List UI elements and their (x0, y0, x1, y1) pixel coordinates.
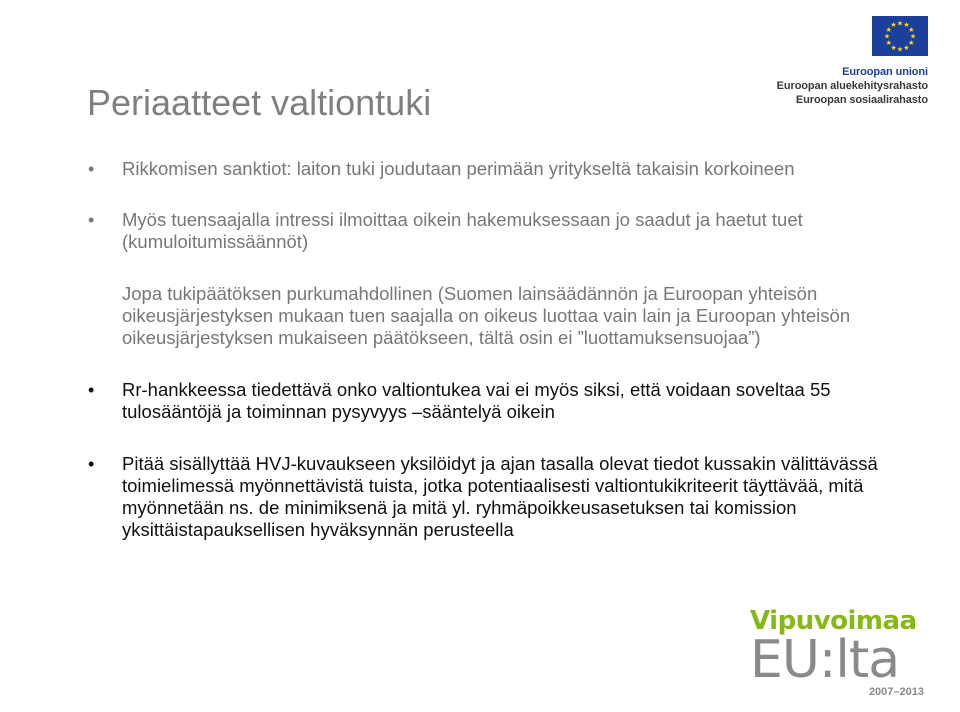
eu-star-icon: ★ (908, 40, 915, 47)
bullet-item (88, 158, 878, 180)
eu-flag-icon (872, 16, 928, 56)
bullet-item (88, 379, 878, 423)
bullet-text: Rr-hankkeessa tiedettävä onko valtiontukea vai ei myös siksi, että voidaan soveltaa 55 tulosääntöjä ja toiminnan pysyvyys –sääntelyä oikein (122, 379, 831, 422)
eu-star-icon: ★ (896, 20, 904, 28)
eu-star-icon: ★ (903, 44, 910, 52)
bullet-list (88, 158, 878, 569)
eu-star-icon: ★ (885, 27, 892, 34)
bullet-text: Pitää sisällyttää HVJ-kuvaukseen yksilöidyt ja ajan tasalla olevat tiedot kussakin välittävässä toimielimessä myönnettävistä tuista, jotka potentiaalisesti valtiontukikriteerit täyttävää, mitä myönnetään ns. de minimiksenä ja mitä yl. ryhmäpoikkeusasetuksen tai komission yksittäistapauksellisen hyväksynnän perusteella (122, 453, 878, 540)
eu-star-icon: ★ (896, 46, 904, 54)
slide-title: Periaatteet valtiontuki (87, 82, 432, 123)
bullet-text: Myös tuensaajalla intressi ilmoittaa oikein hakemuksessaan jo saadut ja haetut tuet (kumuloitumissäännöt) (122, 209, 803, 252)
vipuvoimaa-logo-years: 2007–2013 (868, 686, 924, 698)
eu-star-icon: ★ (883, 33, 891, 41)
vipuvoimaa-logo (750, 606, 930, 698)
bullet-marker: • (88, 380, 95, 400)
eu-logo-line-1: Euroopan unioni (842, 66, 928, 78)
eu-star-icon: ★ (908, 27, 915, 34)
eu-star-icon: ★ (903, 22, 910, 30)
bullet-item (88, 283, 878, 349)
eu-logo-line-3: Euroopan sosiaalirahasto (795, 94, 928, 106)
bullet-marker: • (88, 159, 95, 179)
eu-star-icon: ★ (909, 33, 917, 41)
bullet-item (88, 209, 878, 253)
bullet-text: Rikkomisen sanktiot: laiton tuki joudutaan perimään yritykseltä takaisin korkoineen (122, 158, 795, 179)
vipuvoimaa-logo-title: Vipuvoimaa (750, 606, 917, 636)
bullet-marker: • (88, 454, 95, 474)
eu-logo (777, 16, 928, 107)
eu-star-icon: ★ (890, 44, 897, 52)
bullet-item (88, 453, 878, 541)
eu-star-icon: ★ (885, 40, 892, 47)
bullet-text: Jopa tukipäätöksen purkumahdollinen (Suomen lainsäädännön ja Euroopan yhteisön oikeusjärjestyksen mukaan tuen saajalla on oikeus luottaa vain lain ja Euroopan yhteisön oikeusjärjestyksen mukaiseen päätökseen, tältä osin ei ”luottamuksensuojaa”) (122, 283, 851, 348)
vipuvoimaa-logo-main: EU:lta (750, 630, 900, 690)
eu-logo-line-2: Euroopan aluekehitysrahasto (776, 80, 928, 92)
bullet-marker: • (88, 210, 95, 230)
eu-star-icon: ★ (890, 22, 897, 30)
